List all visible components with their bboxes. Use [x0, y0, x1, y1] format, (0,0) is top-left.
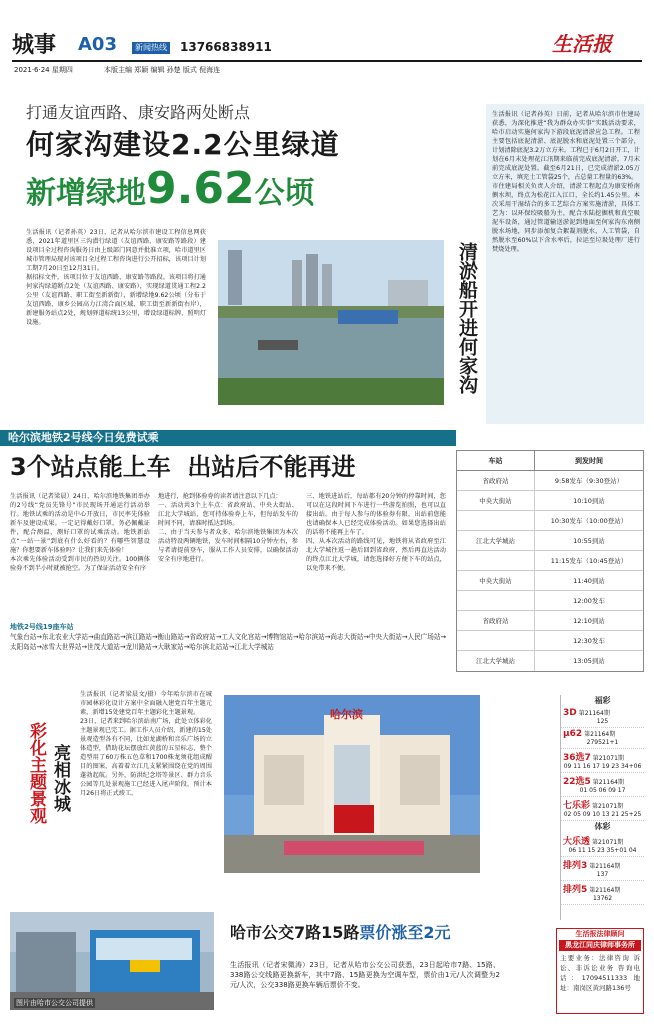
- dredge-body: 生活报讯（记者孙英）日前，记者从哈尔滨市住建局获悉，为深化推进“我为群众办实事”实践活动要求，哈市启动实施何家沟下游段底泥清淤应急工程。工程主要包括底泥清淤、底泥脱水和底泥处置三个部分，计划清除底泥3.2万立方米。工程已于6月2日开工，计划在6月末处理花江汛期来临前完成底泥清淤，7月末前完成底泥处置。截至6月21日，已完成清淤2.05万立方米，填充土工管袋25个，占总量工程量的63%。 市住建局相关负责人介绍，清淤工程起点为康安桥南侧水坝，终点为松花江入江口，全长约1.45公里。本次采用干湿结合的多工艺综合方案实施清淤，具体工艺为：以环保绞吸船为主，配合水陆挖掘机和真空吸泥车设备，通过管道输送淤泥到地面至何家沟东南侧脱水场地，同步添加复合絮凝剂脱水，人工管袋，自然脱水至60%以下含水率后，拉运至垃圾处理厂进行焚烧处理。: [492, 111, 640, 253]
- ad-title: 生活报法律顾问: [575, 930, 625, 938]
- lottery-name: μ62: [563, 729, 583, 739]
- table-cell-station: [457, 631, 535, 650]
- editors-line: 本版主编 郑颖 编辑 孙楚 版式 倪海连: [104, 66, 221, 74]
- metro-body-col1: 生活报讯（记者梁晨）24日，哈尔滨地铁集团举办的2号线“党员先锋号”市民现场开通运行活动举行。地铁试乘的活动是中心开放日，市民率先体验新车及建设成果。一定记得戴好口罩，务必佩戴证件，配合测温，测好口罩的试乘活动。地铁新站点“一站一景”到底有什么好看的？有哪些智慧设施？你想要新车体验吗？让我们来先体验！ 本次乘先体验活动受到市民的热切关注。100辆体验券不到半小时就被抢空。为了保证活动安全有序: [10, 493, 150, 572]
- bus-headline: [230, 922, 451, 944]
- table-cell-station: 省政府站: [457, 471, 535, 490]
- page-number: A03: [78, 34, 117, 55]
- lottery-name: 36选7: [563, 753, 591, 763]
- table-header-station: 车站: [457, 451, 535, 470]
- table-cell-time: 10:55到站: [573, 537, 605, 545]
- bus-photo: [10, 912, 214, 1010]
- table-cell-time: 12:30发车: [573, 637, 605, 645]
- dredge-vertical-title: 清淤船开进何家沟: [456, 242, 478, 394]
- lottery-numbers: 125: [596, 718, 609, 725]
- table-cell-time: 12:00发车: [573, 597, 605, 605]
- bus-photo-caption: 图片由哈市公交公司提供: [16, 999, 93, 1007]
- station-scene-graphic: [224, 695, 480, 873]
- metro-body-col3: 三、地铁进站后，每站都有20分钟的停靠时间，您可以在这段时间下车进行一些游览拍照，也可以直接出站。由于每人参与的体验券有限，出站前您能也请确保本人已经完成体验活动。如果您选择出站的话将不能再上车了。 四、从本次活动的路线可见，地铁将从省政府至江北大学城往返一趟后回到省政府，然后再直达活动的终点江北大学城，请您选择好方便下车的站点，以免带来不便。: [306, 493, 446, 572]
- ad-body: 主要业务：法律咨询 诉讼、非诉讼业务 咨询电话：17094511333 地址：南岗区黄河路136号: [560, 954, 640, 992]
- lottery-numbers: 02 05 09 10 13 21 25+25: [563, 811, 642, 818]
- table-cell-station: [457, 511, 535, 530]
- bus-body: 生活报讯（记者宋微涛）23日，记者从哈市公交公司获悉，23日起哈市7路、15路、338路公交线路更换新车，其中7路、15路更换为空调车型，票价由1元/人次调整为2元/人次，公交338路更换车辆后票价不变。: [230, 961, 500, 989]
- table-cell-station: 江北大学城站: [457, 531, 535, 550]
- table-cell-station: 中央大街站: [457, 571, 535, 590]
- table-cell-station: 江北大学城站: [457, 651, 535, 671]
- metro-route-label: 地铁2号线19座车站: [10, 623, 74, 631]
- lottery-name: 排列5: [563, 885, 588, 895]
- lottery-name: 22选5: [563, 777, 591, 787]
- lottery-item: [561, 857, 644, 881]
- table-row: [457, 631, 643, 651]
- greenway-kicker: 打通友谊西路、康安路两处断点: [26, 103, 251, 122]
- river-dredging-photo: [218, 240, 444, 405]
- metro-body-col2: 地进行，抢到体验券的读者请注意以下几点： 一、活动共3个上车点：省政府站、中央大街站、江北大学城站，您可持体验券上车，但每站发车的时间不同，请准时抵达到场。 二、由于当天参与者众多，哈尔滨地铁集团为本次活动特设两辆地铁，发车时间相隔10分钟左右，参与者请提前登车，服从工作人员安排，以确保活动安全有序地进行。: [158, 493, 298, 563]
- table-row: [457, 551, 643, 571]
- icecity-vertical-title-1: 彩化主题景观: [26, 722, 46, 824]
- lottery-sports-title: 体彩: [594, 822, 611, 831]
- table-cell-time: 13:05到站: [573, 657, 605, 665]
- greenway-headline: 何家沟建设2.2公里绿道: [26, 128, 340, 161]
- harbin-station-photo: [224, 695, 480, 873]
- bus-headline-suffix: 票价涨至2元: [359, 923, 451, 942]
- lottery-item: [561, 773, 644, 797]
- river-scene-graphic: [218, 240, 444, 405]
- lottery-numbers: 09 11 16 17 19 23 34+06: [563, 763, 642, 770]
- lottery-numbers: 13762: [592, 895, 613, 902]
- lottery-item: [561, 797, 644, 821]
- lottery-name: 排列3: [563, 861, 588, 871]
- lottery-issue: 第21164期: [589, 887, 621, 894]
- hotline-number: 13766838911: [180, 40, 272, 54]
- table-row: [457, 651, 643, 671]
- masthead: [0, 0, 654, 80]
- lottery-welfare-title: 福彩: [594, 696, 611, 705]
- table-row: [457, 531, 643, 551]
- lottery-item: [561, 707, 644, 728]
- greenway-body: 生活报讯（记者孙英）23日，记者从哈尔滨市建设工程信息网获悉，2021年道里区三沟潜行绿道（友谊西路、康安路等路段）建设项目全过程咨询服务日由上级部门同意并批准立项，哈市道里区城市管理局现对该项目全过程工程咨询进行公开招标，该项目计划工期7月20日至12月31日。 据招标文件，该项目位于友谊西路、康安路等路段。该项目将打通何家沟绿道断点2处（友谊西路、康安路），实现绿道贯通工程2.2公里（友谊西路、职工街至新新街），新增绿地9.62公顷（分布于友谊西路、康乡公园高力江湾合面区域、职工街至新新街右岸），新建服务站点2处，规划驿道标统13公里，增设绿道标牌、照明灯设施。: [26, 229, 206, 326]
- section-title: 城事: [12, 32, 57, 58]
- lottery-item: [561, 749, 644, 773]
- masthead-rule: [12, 60, 642, 62]
- station-sign: 哈尔滨: [330, 708, 363, 721]
- lottery-issue: 第21164期: [589, 863, 621, 870]
- lottery-panel: [560, 695, 644, 920]
- table-header-time: 到发时间: [575, 457, 603, 465]
- table-row: [457, 471, 643, 491]
- lottery-numbers: 01 05 06 09 17: [579, 787, 626, 794]
- lottery-numbers: 279521+1: [586, 739, 619, 746]
- table-cell-station: [457, 551, 535, 570]
- subhead-prefix: 新增绿地: [26, 176, 146, 211]
- lottery-numbers: 137: [596, 871, 609, 878]
- table-cell-station: 省政府站: [457, 611, 535, 630]
- ad-firm: 黑龙江同庆律师事务所: [559, 940, 641, 951]
- metro-headline: 3个站点能上车 出站后不能再进: [10, 453, 356, 481]
- lottery-item: [561, 833, 644, 857]
- bus-scene-graphic: [10, 912, 214, 1010]
- lottery-issue: 第21071期: [592, 755, 624, 762]
- date-line: 2021·6·24 星期四: [14, 66, 73, 74]
- metro-schedule-table: [456, 450, 644, 672]
- table-row: [457, 611, 643, 631]
- table-cell-time: 11:40到站: [573, 577, 605, 585]
- lottery-issue: 第21164期: [592, 779, 624, 786]
- greenway-subhead: [26, 163, 315, 221]
- table-cell-time: 10:30发车（10:00登站）: [550, 517, 628, 525]
- lottery-item: [561, 728, 644, 749]
- table-cell-time: 9:58发车（9:30登站）: [554, 477, 624, 485]
- lottery-name: 七乐彩: [563, 801, 591, 811]
- table-cell-time: 12:10到站: [573, 617, 605, 625]
- table-cell-station: [457, 591, 535, 610]
- law-ad: [556, 928, 644, 1014]
- icecity-body: 生活报讯（记者梁晨文/摄）今年哈尔滨市在城市园林彩化设计方案中全面融入建党百年主题元素，新增15处建党百年主题彩化主题景观。 23日，记者来到哈尔滨站南广场，此处立体彩化主题景观已完工。据工作人员介绍，新建的15处景观造型各有不同，比如龙湖桥和音乐广场的立体造型，借助花坛摆放红黄蓝的五星标志，整个造型用了60万株五色草和1700株龙须花组成醒目的图案，高着着立江几支紧紧围绕在党的周围蓬勃起航。另外，防洪纪念塔等景区、群力音乐公园等几处景观施工已经进入尾声阶段，预计本月26日将正式竣工。: [80, 691, 212, 797]
- hotline-label: 新闻热线: [132, 42, 170, 54]
- lottery-name: 3D: [563, 708, 577, 718]
- lottery-name: 大乐透: [563, 837, 591, 847]
- table-cell-time: 11:15发车（10:45登站）: [550, 557, 628, 565]
- table-row: [457, 591, 643, 611]
- icecity-vertical-title-2: 亮相冰城: [50, 744, 70, 812]
- lottery-issue: 第21164期: [578, 710, 610, 717]
- lottery-issue: 第21071期: [592, 839, 624, 846]
- table-row: [457, 491, 643, 511]
- metro-route: 气象台站→东北农业大学站→曲直路站→滨江路站→衡山路站→省政府站→工人文化宫站→博物馆站→哈尔滨站→尚志大街站→中央大街站→人民广场站→太阳岛站→冰雪大世界站→世茂大道站→龙川路站→大耿家站→哈尔滨北站站→江北大学城站: [10, 633, 446, 651]
- brand-logo: 生活报: [552, 32, 612, 56]
- subhead-suffix: 公顷: [254, 176, 315, 211]
- lottery-issue: 第21071期: [592, 803, 624, 810]
- table-row: [457, 511, 643, 531]
- bus-headline-prefix: 哈市公交7路15路: [230, 923, 360, 942]
- table-row: [457, 571, 643, 591]
- lottery-issue: 第21164期: [584, 731, 616, 738]
- subhead-number: 9.62: [146, 163, 255, 214]
- table-cell-time: 10:10到站: [573, 497, 605, 505]
- lottery-item: [561, 881, 644, 905]
- metro-banner: 哈尔滨地铁2号线今日免费试乘: [8, 431, 159, 444]
- table-cell-station: 中央大街站: [457, 491, 535, 510]
- lottery-numbers: 06 11 15 23 35+01 04: [568, 847, 637, 854]
